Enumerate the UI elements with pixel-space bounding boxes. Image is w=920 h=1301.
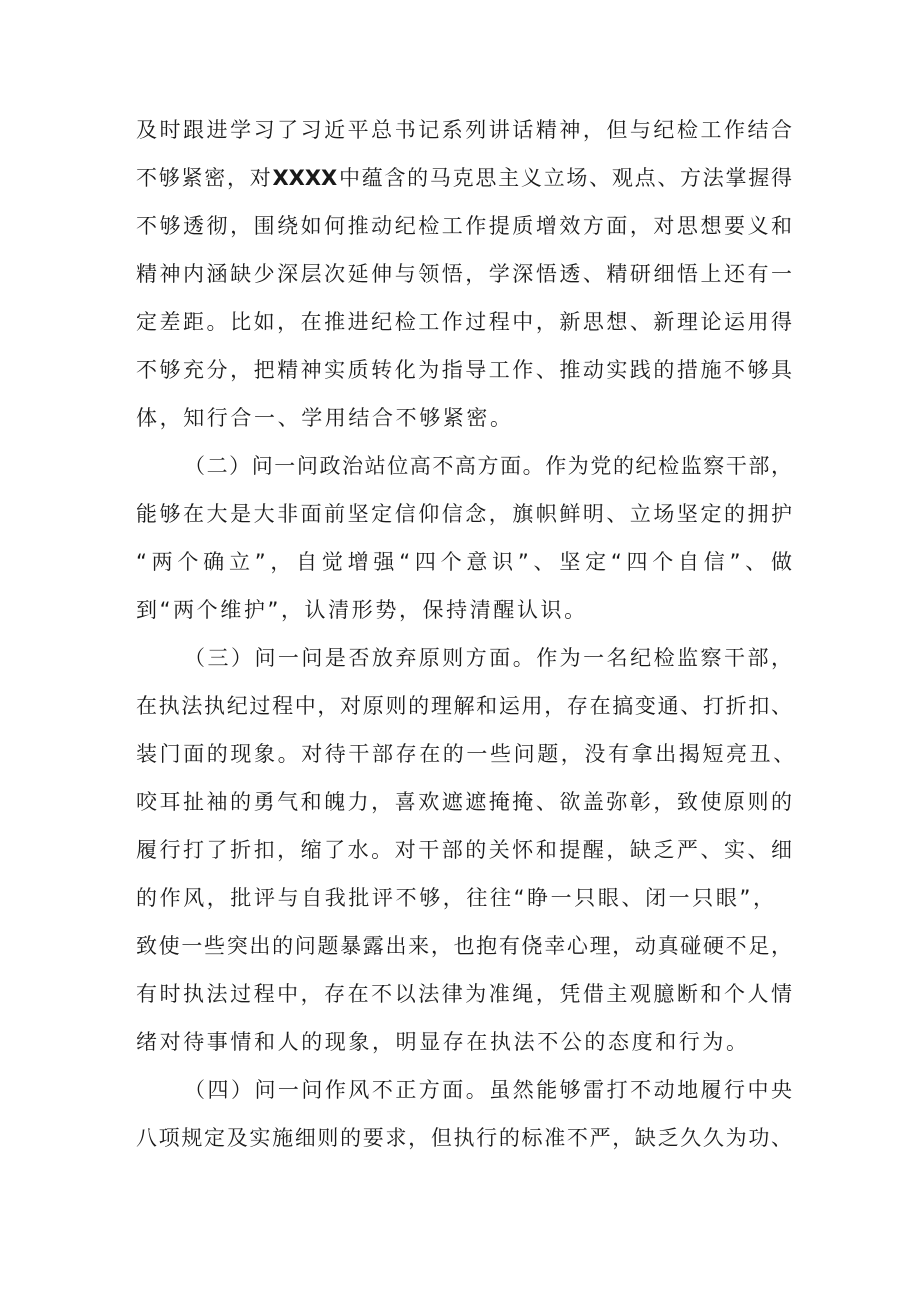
text-fragment: 不够紧密，对	[136, 166, 273, 190]
redacted-term: XXXX	[272, 166, 338, 190]
text-line: 精神内涵缺少深层次延伸与领悟，学深悟透、精研细悟上还有一	[136, 262, 792, 286]
text-line: 到“两个维护”，认清形势，保持清醒认识。	[136, 598, 588, 622]
text-line: 及时跟进学习了习近平总书记系列讲话精神，但与纪检工作结合	[136, 118, 792, 142]
text-line: 有时执法过程中，存在不以法律为准绳，凭借主观臆断和个人情	[136, 982, 792, 1006]
text-line: 致使一些突出的问题暴露出来，也抱有侥幸心理，动真碰硬不足，	[136, 934, 792, 958]
text-line: 在执法执纪过程中，对原则的理解和运用，存在搞变通、打折扣、	[136, 694, 792, 718]
text-line: 绪对待事情和人的现象，明显存在执法不公的态度和行为。	[136, 1030, 750, 1054]
text-line: 咬耳扯袖的勇气和魄力，喜欢遮遮掩掩、欲盖弥彰，致使原则的	[136, 790, 792, 814]
text-line: 定差距。比如，在推进纪检工作过程中，新思想、新理论运用得	[136, 310, 792, 334]
text-line: 装门面的现象。对待干部存在的一些问题，没有拿出揭短亮丑、	[136, 742, 797, 766]
text-line: 不够透彻，围绕如何推动纪检工作提质增效方面，对思想要义和	[136, 214, 792, 238]
text-line: “两个确立”，自觉增强“四个意识”、坚定“四个自信”、做	[136, 550, 792, 574]
text-line: 能够在大是大非面前坚定信仰信念，旗帜鲜明、立场坚定的拥护	[136, 502, 792, 526]
text-line: 的作风，批评与自我批评不够，往往“睁一只眼、闭一只眼”，	[136, 886, 777, 910]
section-heading-line: （四）问一问作风不正方面。虽然能够雷打不动地履行中央	[184, 1078, 792, 1102]
text-line: 体，知行合一、学用结合不够紧密。	[136, 406, 514, 430]
text-line: 履行打了折扣，缩了水。对干部的关怀和提醒，缺乏严、实、细	[136, 838, 792, 862]
text-line: 不够充分，把精神实质转化为指导工作、推动实践的措施不够具	[136, 358, 792, 382]
text-line	[136, 163, 792, 193]
text-fragment: 中蕴含的马克思主义立场、观点、方法掌握得	[337, 166, 793, 190]
section-heading-line: （二）问一问政治站位高不高方面。作为党的纪检监察干部，	[184, 454, 792, 478]
section-heading-line: （三）问一问是否放弃原则方面。作为一名纪检监察干部，	[184, 646, 792, 670]
text-line: 八项规定及实施细则的要求，但执行的标准不严，缺乏久久为功、	[136, 1126, 792, 1150]
